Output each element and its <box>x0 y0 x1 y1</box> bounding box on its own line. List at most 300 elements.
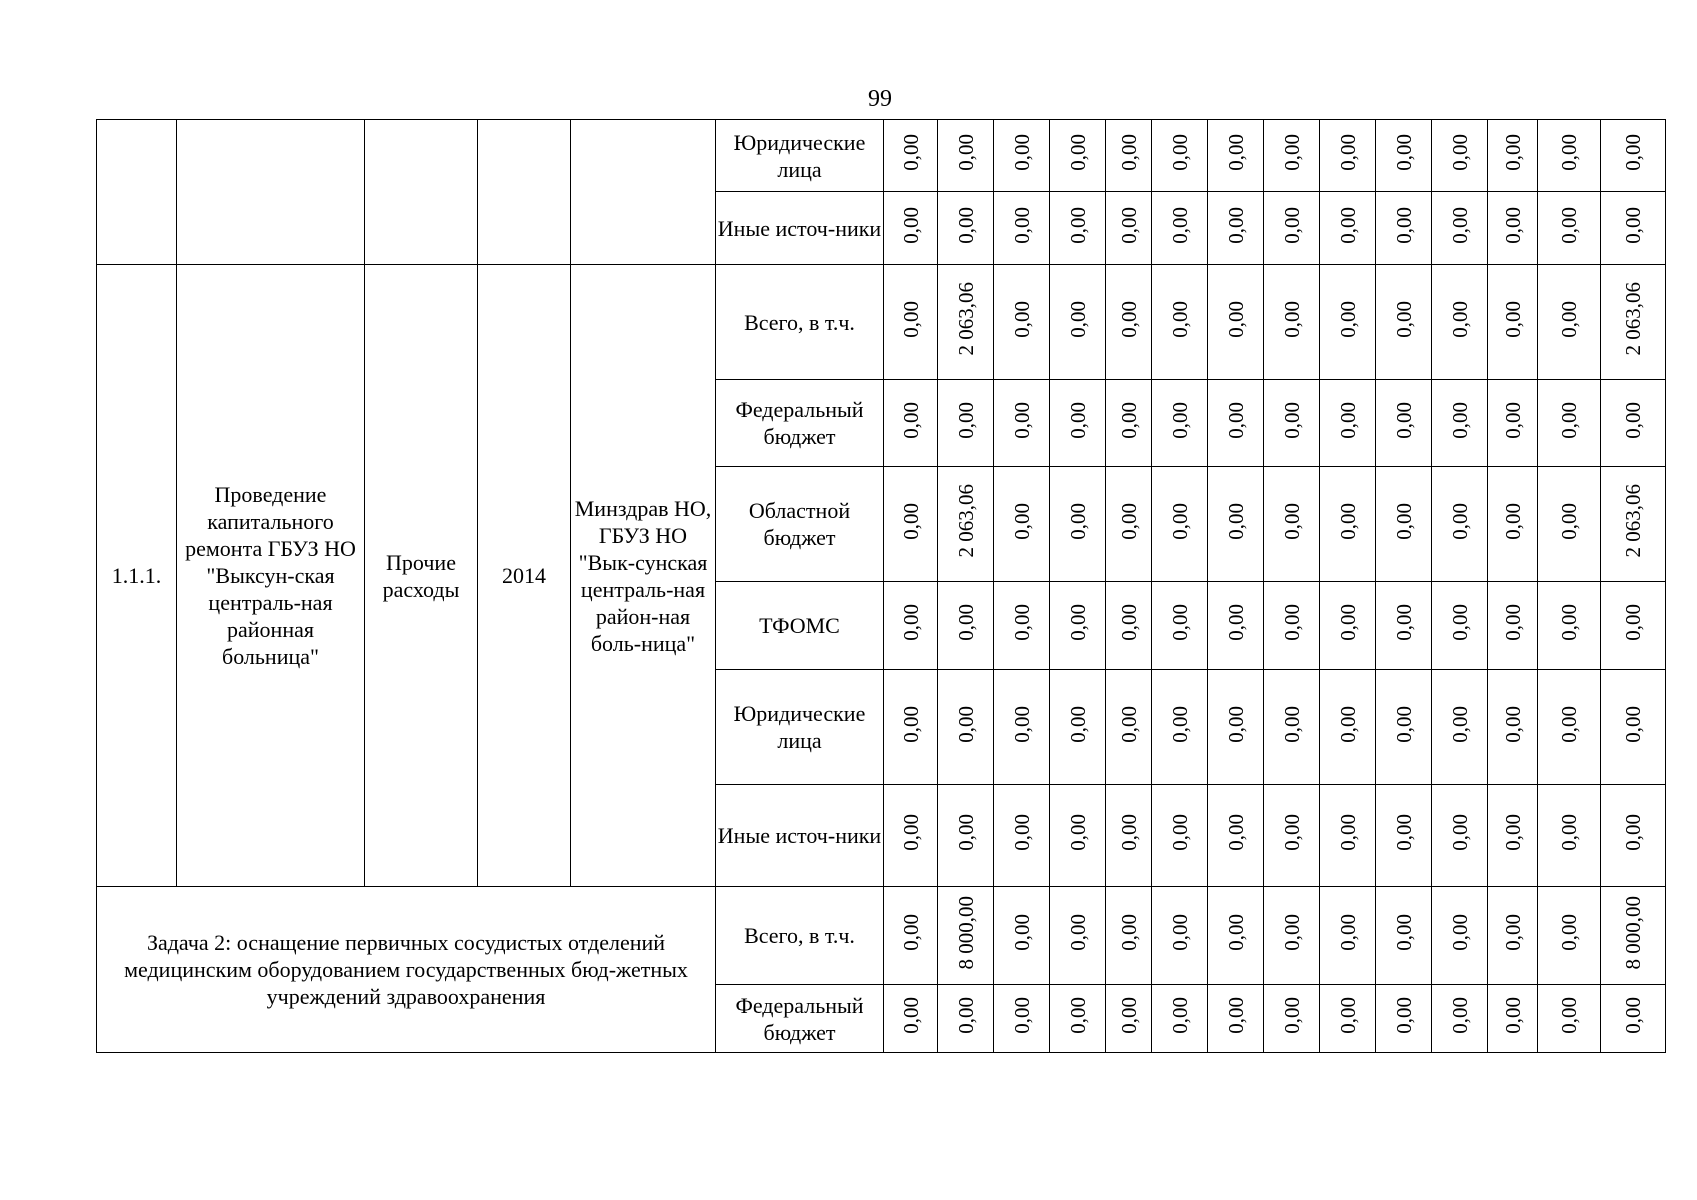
cell-value: 0,00 <box>1447 705 1472 743</box>
value-cell <box>1376 192 1432 265</box>
executor: Минздрав НО, ГБУЗ НО "Вык-сунская централь-ная район-ная боль-ница" <box>571 265 716 887</box>
cell-value: 0,00 <box>1391 914 1416 951</box>
value-cell <box>884 582 938 670</box>
cell-value: 0,00 <box>1279 134 1304 171</box>
cell-value: 0,00 <box>1223 604 1248 641</box>
value-cell <box>994 887 1050 985</box>
cell-value: 0,00 <box>1500 401 1525 439</box>
source-cell: Областной бюджет <box>716 467 884 582</box>
value-cell <box>1538 467 1601 582</box>
cell-value: 0,00 <box>1167 300 1192 338</box>
value-cell <box>994 265 1050 380</box>
value-cell <box>1432 192 1488 265</box>
value-cell <box>884 467 938 582</box>
cell-value: 0,00 <box>1223 914 1248 951</box>
source-cell: ТФОМС <box>716 582 884 670</box>
value-cell <box>1050 670 1106 785</box>
cell-value: 2 063,06 <box>953 282 978 356</box>
source-cell: Иные источ-ники <box>716 192 884 265</box>
value-cell <box>1208 380 1264 467</box>
value-cell <box>1376 985 1432 1053</box>
cell-value: 0,00 <box>1500 914 1525 951</box>
cell-value: 0,00 <box>1447 914 1472 951</box>
cell-value: 0,00 <box>1335 705 1360 743</box>
cell-value: 0,00 <box>898 604 923 641</box>
value-cell <box>884 120 938 192</box>
empty-cell <box>97 120 177 265</box>
cell-value: 2 063,06 <box>1621 484 1645 558</box>
cell-value: 0,00 <box>1116 300 1141 338</box>
cell-value: 0,00 <box>1447 134 1472 171</box>
cell-value: 0,00 <box>1116 705 1141 743</box>
cell-value: 0,00 <box>1391 997 1416 1034</box>
value-cell <box>994 467 1050 582</box>
empty-cell <box>478 120 571 265</box>
empty-cell <box>177 120 365 265</box>
cell-value: 0,00 <box>898 997 923 1034</box>
source-cell: Всего, в т.ч. <box>716 887 884 985</box>
cell-value: 0,00 <box>898 401 923 439</box>
value-cell <box>1050 467 1106 582</box>
cell-value: 0,00 <box>898 705 923 743</box>
value-cell <box>1432 670 1488 785</box>
cell-value: 0,00 <box>1621 997 1645 1034</box>
cell-value: 0,00 <box>1447 502 1472 540</box>
cell-value: 0,00 <box>1116 401 1141 439</box>
value-cell <box>1320 380 1376 467</box>
cell-value: 0,00 <box>1167 604 1192 641</box>
value-cell <box>938 265 994 380</box>
cell-value: 0,00 <box>1116 206 1141 244</box>
value-cell <box>1208 887 1264 985</box>
value-cell <box>1208 467 1264 582</box>
value-cell <box>1376 265 1432 380</box>
cell-value: 0,00 <box>1065 914 1090 951</box>
cell-value: 0,00 <box>1335 814 1360 851</box>
cell-value: 0,00 <box>898 914 923 951</box>
cell-value: 0,00 <box>1009 134 1034 171</box>
cell-value: 0,00 <box>1065 997 1090 1034</box>
item-year: 2014 <box>478 265 571 887</box>
value-cell <box>994 582 1050 670</box>
cell-value: 0,00 <box>1500 300 1525 338</box>
cell-value: 0,00 <box>1009 604 1034 641</box>
expense-category: Прочие расходы <box>365 265 478 887</box>
value-cell <box>1320 670 1376 785</box>
value-cell <box>1208 265 1264 380</box>
cell-value: 0,00 <box>1557 814 1581 851</box>
value-cell <box>1208 985 1264 1053</box>
value-cell <box>1376 467 1432 582</box>
cell-value: 0,00 <box>953 206 978 244</box>
cell-value: 0,00 <box>1391 814 1416 851</box>
cell-value: 0,00 <box>1279 604 1304 641</box>
value-cell <box>1152 670 1208 785</box>
value-cell <box>884 265 938 380</box>
cell-value: 0,00 <box>1167 134 1192 171</box>
table-body <box>97 120 1666 1053</box>
item-name: Проведение капитального ремонта ГБУЗ НО "Выксун-ская централь-ная районная больница" <box>177 265 365 887</box>
value-cell <box>1320 120 1376 192</box>
cell-value: 0,00 <box>898 502 923 540</box>
cell-value: 0,00 <box>1621 401 1645 439</box>
empty-cell <box>365 120 478 265</box>
cell-value: 0,00 <box>1167 401 1192 439</box>
cell-value: 0,00 <box>1279 997 1304 1034</box>
value-cell <box>1488 985 1538 1053</box>
value-cell <box>1208 120 1264 192</box>
cell-value: 0,00 <box>1500 502 1525 540</box>
value-cell <box>938 670 994 785</box>
value-cell <box>1432 887 1488 985</box>
value-cell <box>1488 265 1538 380</box>
cell-value: 0,00 <box>1116 134 1141 171</box>
cell-value: 0,00 <box>1391 206 1416 244</box>
cell-value: 0,00 <box>898 300 923 338</box>
value-cell <box>994 380 1050 467</box>
cell-value: 0,00 <box>1500 604 1525 641</box>
cell-value: 0,00 <box>1009 997 1034 1034</box>
value-cell <box>994 120 1050 192</box>
value-cell <box>938 785 994 887</box>
cell-value: 0,00 <box>1167 997 1192 1034</box>
value-cell <box>1264 265 1320 380</box>
cell-value: 0,00 <box>1279 705 1304 743</box>
value-cell <box>1264 120 1320 192</box>
value-cell <box>1320 192 1376 265</box>
value-cell <box>1538 265 1601 380</box>
cell-value: 0,00 <box>953 705 978 743</box>
cell-value: 0,00 <box>1621 604 1645 641</box>
value-cell <box>1432 785 1488 887</box>
value-cell <box>1538 985 1601 1053</box>
value-cell <box>938 887 994 985</box>
cell-value: 0,00 <box>1621 814 1645 851</box>
source-cell: Федеральный бюджет <box>716 380 884 467</box>
value-cell <box>1601 120 1666 192</box>
value-cell <box>1050 785 1106 887</box>
cell-value: 0,00 <box>1065 502 1090 540</box>
value-cell <box>994 985 1050 1053</box>
value-cell <box>1152 192 1208 265</box>
value-cell <box>994 192 1050 265</box>
value-cell <box>938 582 994 670</box>
value-cell <box>938 467 994 582</box>
cell-value: 8 000,00 <box>953 895 978 970</box>
value-cell <box>1488 670 1538 785</box>
value-cell <box>1050 265 1106 380</box>
empty-cell <box>571 120 716 265</box>
value-cell <box>1264 192 1320 265</box>
cell-value: 0,00 <box>1391 300 1416 338</box>
value-cell <box>1050 887 1106 985</box>
value-cell <box>1601 265 1666 380</box>
cell-value: 0,00 <box>1279 914 1304 951</box>
source-cell: Иные источ-ники <box>716 785 884 887</box>
cell-value: 0,00 <box>1116 604 1141 641</box>
cell-value: 0,00 <box>1621 705 1645 743</box>
value-cell <box>1488 887 1538 985</box>
value-cell <box>1601 670 1666 785</box>
table-row <box>97 120 1666 192</box>
cell-value: 0,00 <box>1447 997 1472 1034</box>
cell-value: 0,00 <box>1279 300 1304 338</box>
value-cell <box>1488 380 1538 467</box>
cell-value: 0,00 <box>953 401 978 439</box>
cell-value: 0,00 <box>1009 300 1034 338</box>
cell-value: 0,00 <box>953 604 978 641</box>
cell-value: 0,00 <box>1223 705 1248 743</box>
cell-value: 0,00 <box>1557 604 1581 641</box>
cell-value: 0,00 <box>1223 502 1248 540</box>
cell-value: 0,00 <box>1223 401 1248 439</box>
value-cell <box>1320 985 1376 1053</box>
source-cell: Юридические лица <box>716 670 884 785</box>
value-cell <box>1264 380 1320 467</box>
cell-value: 0,00 <box>1065 206 1090 244</box>
cell-value: 0,00 <box>1335 502 1360 540</box>
cell-value: 0,00 <box>898 134 923 171</box>
cell-value: 0,00 <box>1447 300 1472 338</box>
value-cell <box>1376 380 1432 467</box>
value-cell <box>1601 380 1666 467</box>
cell-value: 0,00 <box>1065 300 1090 338</box>
value-cell <box>994 785 1050 887</box>
value-cell <box>1264 467 1320 582</box>
value-cell <box>1264 985 1320 1053</box>
value-cell <box>1320 785 1376 887</box>
cell-value: 0,00 <box>1116 502 1141 540</box>
value-cell <box>1208 582 1264 670</box>
cell-value: 0,00 <box>1223 134 1248 171</box>
value-cell <box>938 120 994 192</box>
cell-value: 0,00 <box>1009 814 1034 851</box>
value-cell <box>1050 582 1106 670</box>
value-cell <box>1106 380 1152 467</box>
cell-value: 0,00 <box>1557 914 1581 951</box>
cell-value: 8 000,00 <box>1621 895 1645 970</box>
cell-value: 0,00 <box>1447 604 1472 641</box>
value-cell <box>1106 785 1152 887</box>
table-row <box>97 887 1666 985</box>
value-cell <box>1601 785 1666 887</box>
cell-value: 0,00 <box>1500 814 1525 851</box>
cell-value: 0,00 <box>1009 206 1034 244</box>
value-cell <box>1106 887 1152 985</box>
value-cell <box>1050 192 1106 265</box>
cell-value: 0,00 <box>1557 300 1581 338</box>
cell-value: 0,00 <box>1335 997 1360 1034</box>
value-cell <box>1488 467 1538 582</box>
value-cell <box>1106 467 1152 582</box>
source-cell: Юридические лица <box>716 120 884 192</box>
cell-value: 0,00 <box>1065 134 1090 171</box>
value-cell <box>1601 985 1666 1053</box>
page-number: 99 <box>868 86 892 112</box>
cell-value: 0,00 <box>1557 502 1581 540</box>
value-cell <box>1106 985 1152 1053</box>
cell-value: 0,00 <box>898 814 923 851</box>
budget-table <box>96 119 1666 1053</box>
value-cell <box>1152 985 1208 1053</box>
cell-value: 0,00 <box>1335 604 1360 641</box>
value-cell <box>1208 192 1264 265</box>
cell-value: 0,00 <box>1500 997 1525 1034</box>
value-cell <box>1152 785 1208 887</box>
cell-value: 0,00 <box>1557 401 1581 439</box>
cell-value: 0,00 <box>1557 206 1581 244</box>
cell-value: 0,00 <box>1447 814 1472 851</box>
cell-value: 0,00 <box>1335 401 1360 439</box>
cell-value: 0,00 <box>1009 705 1034 743</box>
cell-value: 0,00 <box>1279 401 1304 439</box>
cell-value: 2 063,06 <box>1621 282 1645 356</box>
value-cell <box>1601 887 1666 985</box>
cell-value: 0,00 <box>1065 401 1090 439</box>
value-cell <box>1538 670 1601 785</box>
value-cell <box>1432 985 1488 1053</box>
value-cell <box>884 985 938 1053</box>
cell-value: 0,00 <box>1279 814 1304 851</box>
value-cell <box>1152 265 1208 380</box>
value-cell <box>1488 120 1538 192</box>
value-cell <box>938 192 994 265</box>
cell-value: 0,00 <box>898 206 923 244</box>
value-cell <box>1376 670 1432 785</box>
value-cell <box>1152 380 1208 467</box>
cell-value: 0,00 <box>1279 502 1304 540</box>
cell-value: 0,00 <box>1335 206 1360 244</box>
value-cell <box>1601 582 1666 670</box>
value-cell <box>1152 467 1208 582</box>
cell-value: 0,00 <box>1223 300 1248 338</box>
value-cell <box>1376 120 1432 192</box>
value-cell <box>884 670 938 785</box>
cell-value: 0,00 <box>1167 502 1192 540</box>
value-cell <box>1320 887 1376 985</box>
cell-value: 0,00 <box>1447 206 1472 244</box>
value-cell <box>1152 120 1208 192</box>
value-cell <box>1488 785 1538 887</box>
value-cell <box>1152 887 1208 985</box>
cell-value: 0,00 <box>1167 914 1192 951</box>
cell-value: 0,00 <box>1557 705 1581 743</box>
value-cell <box>1376 785 1432 887</box>
value-cell <box>1432 265 1488 380</box>
value-cell <box>1106 582 1152 670</box>
task-description: Задача 2: оснащение первичных сосудистых отделений медицинским оборудованием государственных бюд-жетных учреждений здравоохранения <box>97 887 716 1053</box>
value-cell <box>1106 670 1152 785</box>
value-cell <box>1050 380 1106 467</box>
cell-value: 0,00 <box>1167 705 1192 743</box>
cell-value: 0,00 <box>1065 604 1090 641</box>
cell-value: 0,00 <box>1557 134 1581 171</box>
cell-value: 2 063,06 <box>953 484 978 558</box>
source-cell: Федеральный бюджет <box>716 985 884 1053</box>
value-cell <box>1538 582 1601 670</box>
value-cell <box>1601 467 1666 582</box>
value-cell <box>884 785 938 887</box>
value-cell <box>1320 467 1376 582</box>
value-cell <box>1106 192 1152 265</box>
cell-value: 0,00 <box>1065 814 1090 851</box>
value-cell <box>1264 887 1320 985</box>
table-row <box>97 265 1666 380</box>
cell-value: 0,00 <box>1279 206 1304 244</box>
cell-value: 0,00 <box>1500 705 1525 743</box>
value-cell <box>1264 785 1320 887</box>
value-cell <box>1264 670 1320 785</box>
value-cell <box>1538 380 1601 467</box>
value-cell <box>1538 192 1601 265</box>
cell-value: 0,00 <box>1167 814 1192 851</box>
source-cell: Всего, в т.ч. <box>716 265 884 380</box>
cell-value: 0,00 <box>1116 997 1141 1034</box>
cell-value: 0,00 <box>1223 997 1248 1034</box>
value-cell <box>1106 265 1152 380</box>
cell-value: 0,00 <box>1500 134 1525 171</box>
value-cell <box>1264 582 1320 670</box>
value-cell <box>1432 467 1488 582</box>
cell-value: 0,00 <box>1447 401 1472 439</box>
value-cell <box>884 192 938 265</box>
value-cell <box>1538 120 1601 192</box>
cell-value: 0,00 <box>1116 914 1141 951</box>
value-cell <box>938 380 994 467</box>
value-cell <box>1208 785 1264 887</box>
cell-value: 0,00 <box>1065 705 1090 743</box>
cell-value: 0,00 <box>1391 401 1416 439</box>
value-cell <box>1488 192 1538 265</box>
cell-value: 0,00 <box>1621 206 1645 244</box>
value-cell <box>1152 582 1208 670</box>
cell-value: 0,00 <box>1335 914 1360 951</box>
value-cell <box>884 887 938 985</box>
value-cell <box>1432 582 1488 670</box>
value-cell <box>884 380 938 467</box>
value-cell <box>1376 582 1432 670</box>
cell-value: 0,00 <box>1557 997 1581 1034</box>
value-cell <box>1432 120 1488 192</box>
cell-value: 0,00 <box>1391 604 1416 641</box>
cell-value: 0,00 <box>1223 814 1248 851</box>
item-code: 1.1.1. <box>97 265 177 887</box>
value-cell <box>1320 582 1376 670</box>
cell-value: 0,00 <box>1500 206 1525 244</box>
cell-value: 0,00 <box>1009 914 1034 951</box>
cell-value: 0,00 <box>1167 206 1192 244</box>
value-cell <box>1050 985 1106 1053</box>
value-cell <box>1538 887 1601 985</box>
cell-value: 0,00 <box>953 134 978 171</box>
cell-value: 0,00 <box>1391 502 1416 540</box>
cell-value: 0,00 <box>1391 705 1416 743</box>
value-cell <box>1376 887 1432 985</box>
value-cell <box>1601 192 1666 265</box>
value-cell <box>1538 785 1601 887</box>
cell-value: 0,00 <box>1009 502 1034 540</box>
value-cell <box>1432 380 1488 467</box>
value-cell <box>1106 120 1152 192</box>
value-cell <box>1320 265 1376 380</box>
cell-value: 0,00 <box>1009 401 1034 439</box>
cell-value: 0,00 <box>1116 814 1141 851</box>
value-cell <box>994 670 1050 785</box>
value-cell <box>1488 582 1538 670</box>
value-cell <box>1050 120 1106 192</box>
cell-value: 0,00 <box>1391 134 1416 171</box>
cell-value: 0,00 <box>1223 206 1248 244</box>
